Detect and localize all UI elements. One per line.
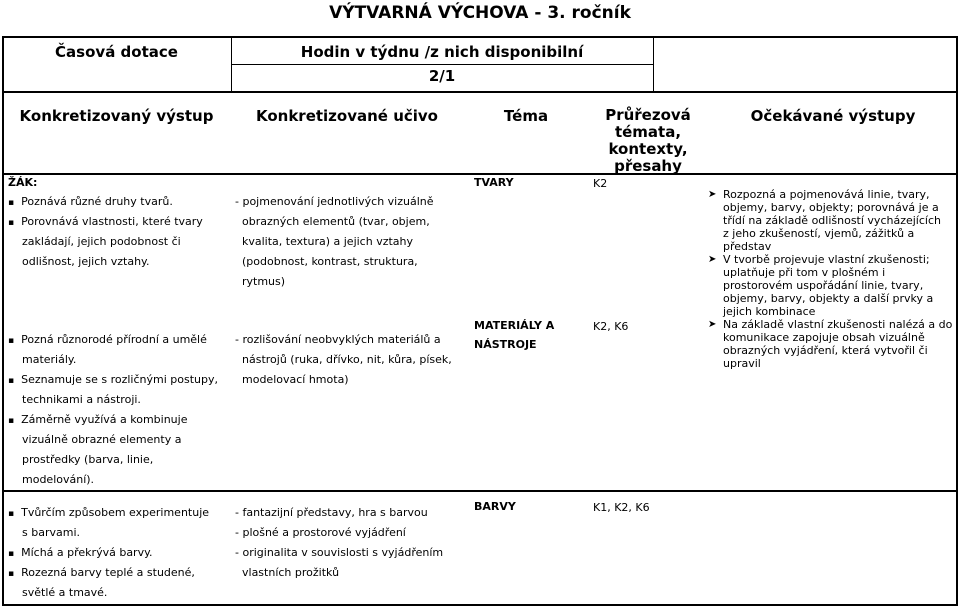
content-line: kvalita, textura) a jejich vztahy	[242, 235, 414, 248]
expected-text	[723, 188, 941, 253]
chevron-right-icon: ➤	[708, 319, 717, 330]
expected-line: objemy, barvy, objekty; porovnává je a	[723, 201, 939, 214]
output-item: ▪ Poznává různé druhy tvarů.	[8, 192, 173, 214]
expected-line: třídí na základě odlišností vycházejících	[723, 214, 941, 227]
content-line: (podobnost, kontrast, struktura,	[242, 255, 418, 268]
content-line: obrazných elementů (tvar, objem,	[242, 215, 430, 228]
output-item: ▪ Seznamuje se s rozličnými postupy,	[8, 370, 218, 392]
pupil-label: ŽÁK:	[8, 176, 38, 189]
output-item: ▪ Míchá a překrývá barvy.	[8, 543, 153, 565]
hours-label: Hodin v týdnu /z nich disponibilní	[300, 43, 584, 61]
expected-line: jejich kombinace	[723, 305, 816, 318]
table-border-top	[2, 36, 958, 38]
content-line: - pojmenování jednotlivých vizuálně	[235, 195, 434, 208]
table-border-bottom	[2, 604, 958, 606]
output-item: ▪ Záměrně využívá a kombinuje	[8, 410, 187, 432]
output-item: ▪ Rozezná barvy teplé a studené,	[8, 563, 195, 585]
content-line: - rozlišování neobvyklých materiálů a	[235, 333, 441, 346]
content-line: - fantazijní představy, hra s barvou	[235, 506, 428, 519]
topic-materialy-2: NÁSTROJE	[474, 338, 537, 351]
content-line: vlastních prožitků	[242, 566, 340, 579]
topic-barvy: BARVY	[474, 500, 516, 513]
output-item-cont: zakládají, jejich podobnost či	[22, 235, 181, 248]
content-line: rytmus)	[242, 275, 286, 288]
expected-line: Rozpozná a pojmenovává linie, tvary,	[723, 188, 930, 201]
output-item: ▪ Pozná různorodé přírodní a umělé	[8, 330, 207, 352]
output-item-cont: vizuálně obrazné elementy a	[22, 433, 182, 446]
cross-header-line: kontexty,	[608, 140, 688, 158]
cross-header-line: přesahy	[614, 157, 682, 175]
hours-value: 2/1	[428, 67, 456, 85]
expected-outputs	[708, 188, 958, 370]
expected-line: prostorovém uspořádání linie, tvary,	[723, 279, 924, 292]
topic-materialy: MATERIÁLY A	[474, 319, 555, 332]
output-item-cont: světlé a tmavé.	[22, 586, 108, 599]
expected-line: z jeho zkušeností, vjemů, zážitků a	[723, 227, 915, 240]
page-title: VÝTVARNÁ VÝCHOVA - 3. ročník	[329, 3, 631, 23]
expected-item	[708, 318, 958, 370]
output-item-cont: prostředky (barva, linie,	[22, 453, 154, 466]
output-item-cont: materiály.	[22, 353, 77, 366]
expected-line: upravil	[723, 357, 761, 370]
output-item-cont: odlišnost, jejich vztahy.	[22, 255, 150, 268]
expected-item	[708, 253, 958, 318]
output-item: ▪ Tvůrčím způsobem experimentuje	[8, 503, 209, 525]
column-header-outputs: Konkretizovaný výstup	[19, 107, 214, 125]
expected-line: obrazných vyjádření, která vytvořil či	[723, 344, 928, 357]
table-line	[231, 64, 653, 65]
expected-line: uplatňuje při tom v plošném i	[723, 266, 886, 279]
output-item: ▪ Porovnává vlastnosti, které tvary	[8, 212, 203, 234]
column-header-content: Konkretizované učivo	[255, 107, 438, 125]
table-line	[2, 91, 958, 93]
content-line: - plošné a prostorové vyjádření	[235, 526, 406, 539]
expected-line: Na základě vlastní zkušenosti nalézá a do	[723, 318, 953, 331]
column-header-expected: Očekávané výstupy	[750, 107, 916, 125]
chevron-right-icon: ➤	[708, 254, 717, 265]
content-line: - originalita v souvislosti s vyjádřením	[235, 546, 444, 559]
content-line: modelovací hmota)	[242, 373, 349, 386]
cross-header-line: témata,	[614, 123, 682, 141]
table-line	[2, 490, 958, 492]
time-allotment-label: Časová dotace	[55, 43, 178, 61]
cross-barvy: K1, K2, K6	[593, 501, 650, 514]
column-header-topic: Téma	[503, 107, 549, 125]
cross-materialy: K2, K6	[593, 320, 629, 333]
expected-text	[723, 318, 952, 370]
expected-line: objemy, barvy, objekty a další prvky a	[723, 292, 934, 305]
cross-header-line: Průřezová	[605, 106, 691, 124]
output-item-cont: technikami a nástroji.	[22, 393, 141, 406]
expected-item	[708, 188, 958, 253]
cross-tvary: K2	[593, 177, 608, 190]
table-line	[653, 36, 654, 93]
output-item-cont: modelování).	[22, 473, 95, 486]
content-line: nástrojů (ruka, dřívko, nit, kůra, písek,	[242, 353, 452, 366]
expected-line: komunikace zapojuje obsah vizuálně	[723, 331, 925, 344]
expected-text	[723, 253, 933, 318]
topic-tvary: TVARY	[474, 176, 514, 189]
expected-line: představ	[723, 240, 772, 253]
expected-line: V tvorbě projevuje vlastní zkušenosti;	[723, 253, 930, 266]
output-item-cont: s barvami.	[22, 526, 80, 539]
column-header-cross	[583, 107, 713, 175]
chevron-right-icon: ➤	[708, 189, 717, 200]
